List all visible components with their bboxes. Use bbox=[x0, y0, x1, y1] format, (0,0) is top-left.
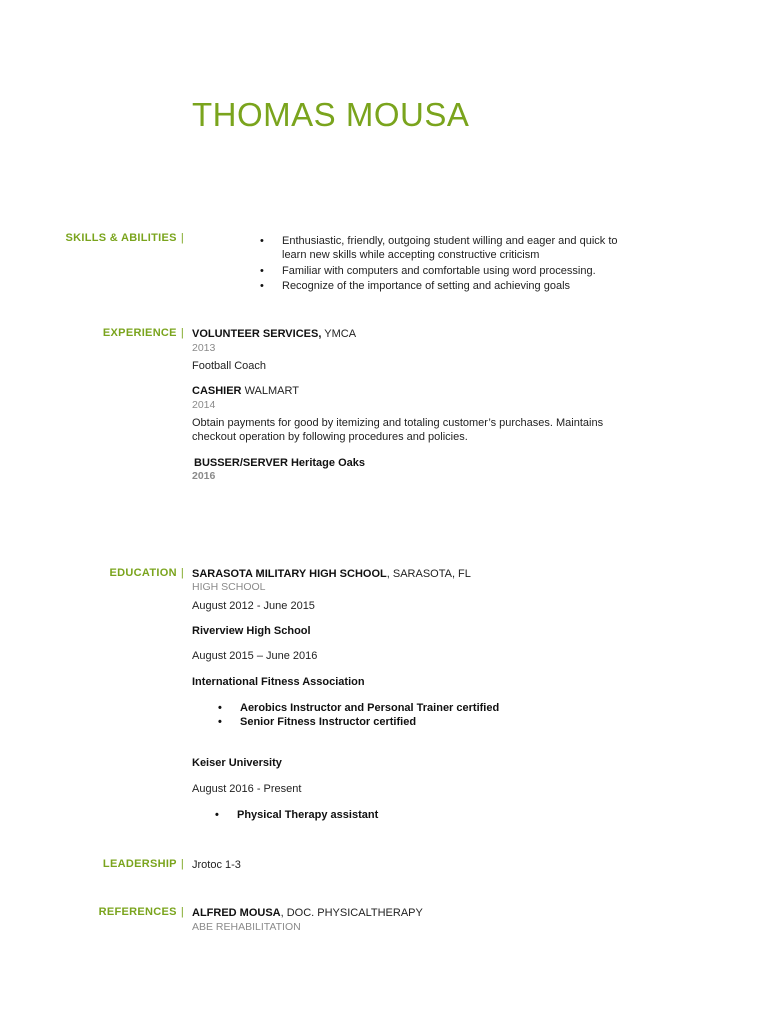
school-type: HIGH SCHOOL bbox=[192, 581, 266, 593]
job-title: VOLUNTEER SERVICES, bbox=[192, 328, 322, 340]
leadership-label-text: LEADERSHIP bbox=[102, 858, 177, 870]
certification-item: • Aerobics Instructor and Personal Trainer certified bbox=[218, 701, 499, 715]
reference-heading bbox=[192, 906, 423, 920]
section-label-experience bbox=[0, 327, 184, 339]
label-separator: | bbox=[180, 327, 184, 339]
label-separator: | bbox=[180, 906, 184, 918]
education-label-text: EDUCATION bbox=[109, 567, 177, 579]
leadership-text: Jrotoc 1-3 bbox=[192, 859, 241, 871]
reference-org: ABE REHABILITATION bbox=[192, 921, 301, 933]
skill-item: • Familiar with computers and comfortable using word processing. bbox=[260, 264, 630, 278]
references-label-text: REFERENCES bbox=[98, 906, 177, 918]
job-year: 2013 bbox=[192, 342, 216, 354]
resume-name: THOMAS MOUSA bbox=[192, 96, 470, 133]
job-description: Football Coach bbox=[192, 360, 266, 372]
program-item: • Physical Therapy assistant bbox=[215, 808, 378, 822]
school-name: SARASOTA MILITARY HIGH SCHOOL bbox=[192, 568, 387, 580]
label-separator: | bbox=[180, 858, 184, 870]
certification-list bbox=[218, 701, 499, 729]
skills-list bbox=[260, 234, 630, 295]
job-year: 2016 bbox=[192, 470, 216, 482]
skill-item: • Recognize of the importance of setting and achieving goals bbox=[260, 279, 630, 293]
program-list bbox=[215, 808, 378, 822]
reference-name: ALFRED MOUSA bbox=[192, 907, 281, 919]
school-name: Keiser University bbox=[192, 757, 282, 769]
job-title: BUSSER/SERVER Heritage Oaks bbox=[194, 457, 365, 469]
label-separator: | bbox=[180, 567, 184, 579]
experience-label-text: EXPERIENCE bbox=[102, 327, 177, 339]
job-year: 2014 bbox=[192, 399, 216, 411]
section-label-education bbox=[0, 567, 184, 579]
label-separator: | bbox=[180, 232, 184, 244]
job-heading bbox=[192, 327, 356, 341]
section-label-references bbox=[0, 906, 184, 918]
job-heading bbox=[192, 384, 299, 398]
school-name: Riverview High School bbox=[192, 625, 311, 637]
job-org: WALMART bbox=[241, 385, 299, 397]
school-dates: August 2012 - June 2015 bbox=[192, 600, 315, 612]
section-label-skills bbox=[0, 232, 184, 244]
school-dates: August 2016 - Present bbox=[192, 783, 302, 795]
skill-item: • Enthusiastic, friendly, outgoing student willing and eager and quick to learn new skills while accepting constructive criticism bbox=[260, 234, 630, 262]
skills-label-text: SKILLS & ABILITIES bbox=[65, 232, 177, 244]
certification-item: • Senior Fitness Instructor certified bbox=[218, 715, 499, 729]
school-heading bbox=[192, 567, 471, 581]
reference-title: , DOC. PHYSICALTHERAPY bbox=[280, 907, 423, 919]
school-name: International Fitness Association bbox=[192, 676, 365, 688]
school-dates: August 2015 – June 2016 bbox=[192, 650, 318, 662]
job-org: YMCA bbox=[321, 328, 357, 340]
section-label-leadership bbox=[0, 858, 184, 870]
school-location: , SARASOTA, FL bbox=[386, 568, 471, 580]
job-title: CASHIER bbox=[192, 385, 242, 397]
job-description: Obtain payments for good by itemizing and totaling customer’s purchases. Maintains checkout operation by following procedures and policies. bbox=[192, 417, 604, 443]
